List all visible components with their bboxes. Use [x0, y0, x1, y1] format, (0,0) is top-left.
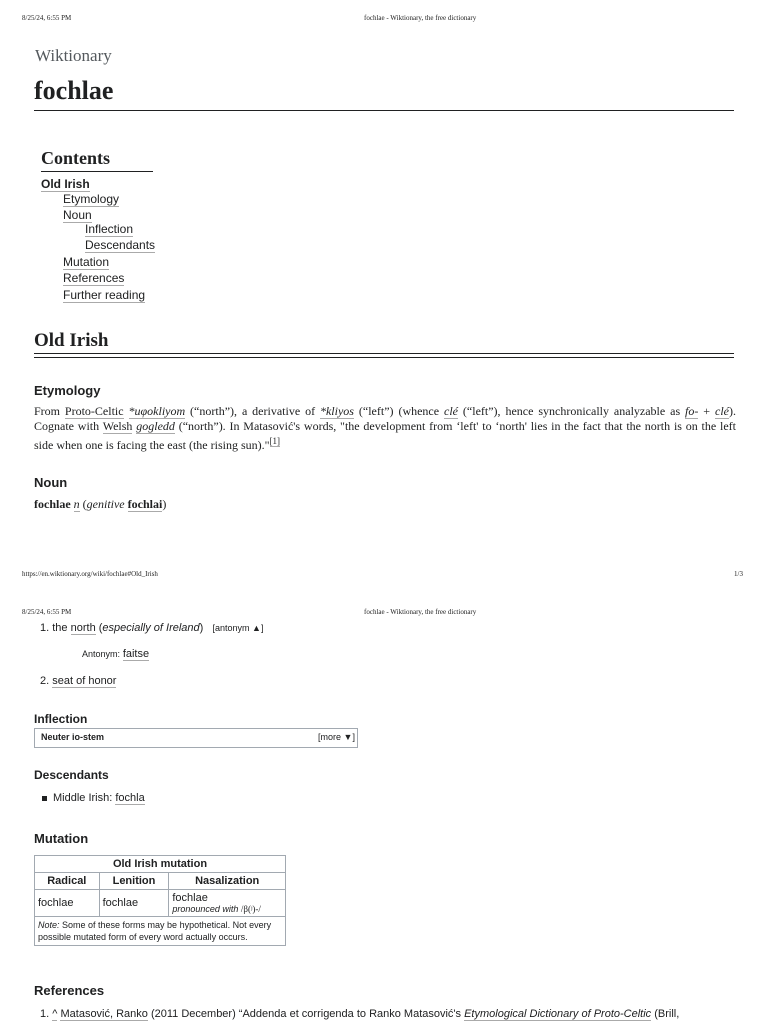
- mutation-lenition: fochlae: [99, 890, 169, 917]
- toc-item-noun[interactable]: Noun: [63, 208, 92, 222]
- print-page-number: 1/3: [734, 570, 743, 578]
- mutation-header: Radical: [35, 873, 100, 890]
- inflection-heading: Inflection: [34, 712, 88, 726]
- mutation-table: [34, 855, 286, 946]
- bullet-icon: [42, 796, 47, 801]
- mutation-heading: Mutation: [34, 831, 89, 846]
- title-divider: [34, 110, 734, 111]
- references-heading: References: [34, 983, 105, 998]
- inflection-table-collapsed[interactable]: [34, 728, 358, 748]
- toc-item-etymology[interactable]: Etymology: [63, 192, 120, 206]
- print-date: 8/25/24, 6:55 PM: [22, 14, 72, 22]
- language-divider-2: [34, 357, 734, 358]
- mutation-radical: fochlae: [35, 890, 100, 917]
- print-date: 8/25/24, 6:55 PM: [22, 608, 72, 616]
- inflection-more-button[interactable]: [more ▼]: [318, 732, 355, 742]
- seat-of-honor-link[interactable]: seat of honor: [52, 675, 117, 687]
- print-url: https://en.wiktionary.org/wiki/fochlae#Old_Irish: [22, 570, 158, 578]
- form-link[interactable]: gogledd: [136, 419, 175, 433]
- mutation-header: Lenition: [99, 873, 169, 890]
- site-name[interactable]: Wiktionary: [35, 46, 112, 65]
- form-link[interactable]: clé: [444, 404, 458, 418]
- table-of-contents: [41, 148, 153, 172]
- form-link[interactable]: clé: [715, 404, 729, 418]
- reference-item: 1. ^ Matasović, Ranko (2011 December) “Addenda et corrigenda to Ranko Matasović's Etymological Dictionary of Proto-Celtic (Brill,: [40, 1008, 680, 1020]
- genitive-link[interactable]: fochlai: [127, 497, 163, 511]
- north-link[interactable]: north: [70, 622, 96, 634]
- headword: fochlae: [34, 497, 71, 511]
- reference-link[interactable]: [1]: [269, 436, 281, 446]
- author-link[interactable]: Matasović, Ranko: [60, 1008, 148, 1020]
- toc-item-references[interactable]: References: [63, 271, 125, 285]
- page-title: fochlae: [34, 76, 114, 105]
- form-link[interactable]: fo-: [685, 404, 699, 418]
- mutation-caption: Old Irish mutation: [35, 856, 286, 873]
- descendant-link[interactable]: fochla: [115, 792, 145, 804]
- toc-item-descendants[interactable]: Descendants: [85, 238, 156, 252]
- inflection-label: Neuter io-stem: [41, 732, 105, 742]
- backlink-caret[interactable]: ^: [52, 1008, 58, 1020]
- form-link[interactable]: *kliyos: [319, 404, 354, 418]
- sense-1: 1. the north (especially of Ireland) [antonym ▲]: [40, 622, 264, 634]
- antonym-toggle-button[interactable]: antonym ▲: [215, 623, 261, 633]
- print-title: fochlae - Wiktionary, the free dictionary: [364, 14, 477, 22]
- sense-2: 2. seat of honor: [40, 675, 117, 687]
- etymology-heading: Etymology: [34, 383, 101, 398]
- language-divider-1: [34, 353, 734, 354]
- toc-title: Contents: [41, 148, 153, 172]
- headword-line: fochlae n (genitive fochlai): [34, 497, 167, 511]
- toc-item-mutation[interactable]: Mutation: [63, 255, 110, 269]
- toc-item-inflection[interactable]: Inflection: [85, 222, 134, 236]
- print-title: fochlae - Wiktionary, the free dictionary: [364, 608, 477, 616]
- noun-heading: Noun: [34, 475, 68, 490]
- form-link[interactable]: *uφokliyom: [128, 404, 186, 418]
- book-title-link[interactable]: Etymological Dictionary of Proto-Celtic: [464, 1008, 652, 1020]
- gender-link[interactable]: n: [73, 497, 80, 511]
- proto-celtic-link[interactable]: Proto-Celtic: [64, 404, 124, 418]
- antonym-line: Antonym: faitse: [82, 648, 150, 660]
- toc-item-further-reading[interactable]: Further reading: [63, 288, 146, 302]
- sense-gloss: especially of Ireland: [102, 622, 200, 634]
- antonym-link[interactable]: faitse: [122, 648, 150, 660]
- welsh-link[interactable]: Welsh: [102, 419, 133, 433]
- descendant-item: Middle Irish: fochla: [42, 792, 145, 804]
- mutation-nasalization: fochlae pronounced with /β(ʲ)-/: [169, 890, 286, 917]
- mutation-note: Note: Some of these forms may be hypothetical. Not every possible mutated form of every word actually occurs.: [35, 917, 286, 946]
- toc-item-old-irish[interactable]: Old Irish: [41, 177, 90, 191]
- mutation-header: Nasalization: [169, 873, 286, 890]
- etymology-text: From Proto-Celtic *uφokliyom (“north”), a derivative of *kliyos (“left”) (whence clé (“left”), hence synchronically analyzable as fo- + clé). Cognate with Welsh gogledd (“north”). In Matasović's words, "the development from ‘left' to ‘north' lies in the fact that the north is on the left side when one is facing the east (the rising sun)."[1]: [34, 404, 736, 452]
- language-heading: Old Irish: [34, 330, 109, 351]
- descendants-heading: Descendants: [34, 768, 109, 782]
